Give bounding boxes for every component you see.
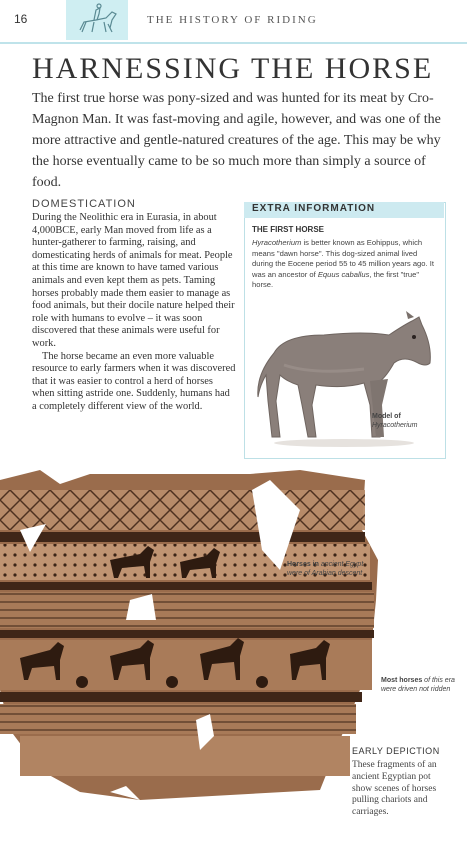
ancient-pot-image: [0, 470, 385, 820]
caption-bold: Model of: [372, 413, 401, 420]
page-number: 16: [14, 12, 28, 26]
caption-bold: Horses in: [287, 561, 319, 568]
first-horse-heading: THE FIRST HORSE: [252, 225, 325, 234]
horses-egypt-caption: [287, 560, 367, 578]
hyracotherium-model-image: [254, 305, 434, 455]
caption-italic: Hyracotherium: [372, 422, 418, 429]
header-rule: [0, 42, 467, 44]
caption-bold: Most horses: [381, 677, 423, 684]
first-horse-text: [252, 238, 440, 291]
caption-italic: ancient Egypt were of Arabian descent: [287, 561, 364, 577]
extra-info-heading: EXTRA INFORMATION: [252, 203, 376, 214]
first-horse-text-part: is better known as Eohippus, which means "dawn horse". This dog-sized animal lived during the Eocene period 55 to 45 million years ago. It was an ancestor of: [252, 238, 434, 279]
section-body: [32, 212, 237, 414]
first-horse-text-part: , the first "true" horse.: [252, 269, 420, 290]
early-depiction-heading: EARLY DEPICTION: [352, 746, 440, 756]
body-paragraph: The horse became an even more valuable resource to early farmers when it was discovered that it was easier to control a herd of horses when sitting astride one. Suddenly, humans had a completely different view of the world.: [32, 350, 236, 412]
rider-logo-icon: [66, 0, 128, 40]
running-head: THE HISTORY OF RIDING: [147, 14, 318, 26]
early-depiction-text: These fragments of an ancient Egyptian pot show scenes of horses pulling chariots and carriages.: [352, 760, 437, 818]
intro-paragraph: The first true horse was pony-sized and was hunted for its meat by Cro-Magnon Man. It was fast-moving and agile, however, and was one of the more attractive and gentle-natured creatures of the age. This may be why the horse eventually came to be so much more than simply a source of food.: [32, 91, 441, 190]
model-caption: [372, 412, 418, 430]
body-paragraph: During the Neolithic era in Eurasia, in about 4,000BCE, early Man moved from life as a hunter-gatherer to farming, raising, and domesticating herds of animals for meat. People at this time are known to have tamed various animals and even kept them as pets. Taming horses probably made them easier to manage as food animals, but their docile nature helped their role with humans to evolve – it was soon discovered that these animals were useful for work.: [32, 212, 235, 349]
page-title: HARNESSING THE HORSE: [32, 52, 434, 85]
genus-name: Hyracotherium: [252, 238, 302, 247]
caption-italic: of this era were driven not ridden: [381, 677, 455, 693]
species-name: Equus caballus: [317, 269, 370, 279]
section-heading: DOMESTICATION: [32, 198, 136, 210]
most-horses-caption: [381, 676, 461, 694]
